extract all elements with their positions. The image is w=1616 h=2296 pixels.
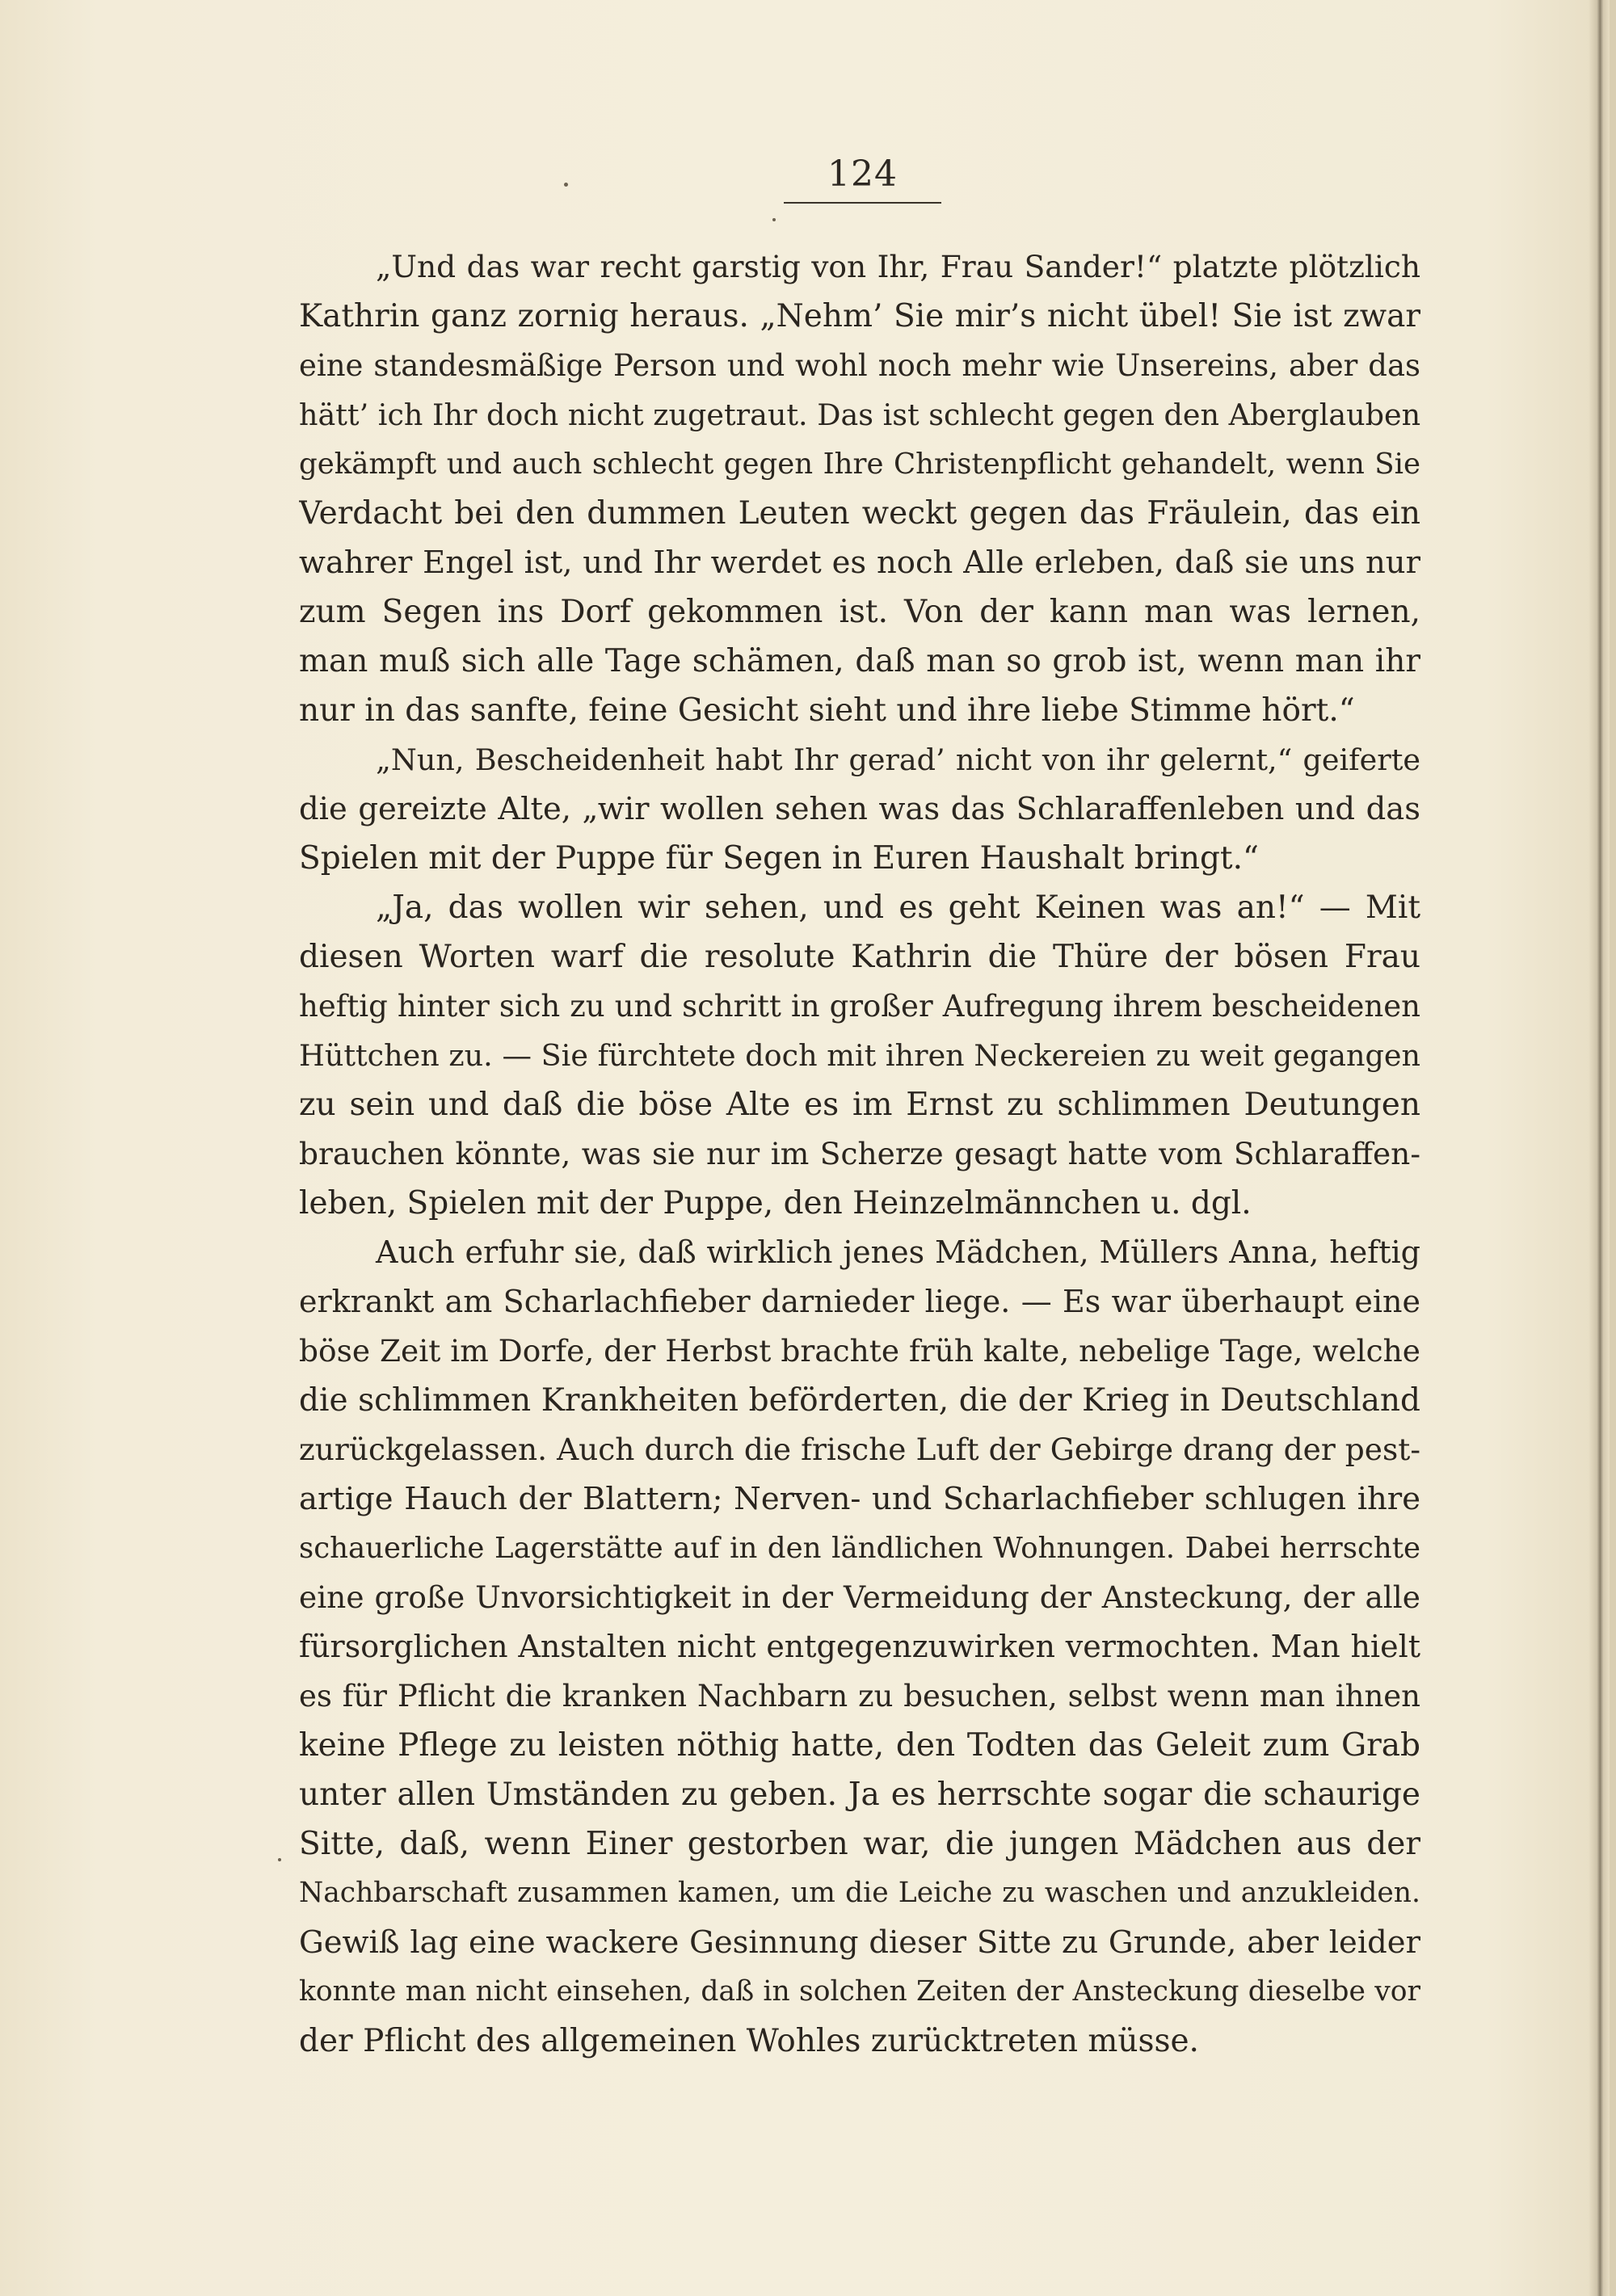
text-line: eine große Unvorsichtigkeit in der Vermeidung der Ansteckung, der alle [299, 1579, 1420, 1615]
paper-speck [564, 183, 568, 187]
text-line: Gewiß lag eine wackere Gesinnung dieser Sitte zu Grunde, aber leider [299, 1924, 1420, 1961]
text-line: erkrankt am Scharlachfieber darnieder liege. — Es war überhaupt eine [299, 1284, 1420, 1319]
body-text [299, 242, 1420, 2066]
text-line: diesen Worten warf die resolute Kathrin die Thüre der bösen Frau [299, 939, 1420, 975]
page-header [784, 153, 941, 204]
text-line: unter allen Umständen zu geben. Ja es herrschte sogar die schaurige [299, 1777, 1420, 1813]
text-line: gekämpft und auch schlecht gegen Ihre Christenpflicht gehandelt, wenn Sie [299, 448, 1420, 481]
paragraph [299, 883, 1420, 1228]
text-line: die schlimmen Krankheiten beförderten, die der Krieg in Deutschland [299, 1382, 1420, 1419]
text-line: Verdacht bei den dummen Leuten weckt gegen das Fräulein, das ein [299, 495, 1420, 532]
paragraph [299, 735, 1420, 883]
text-line: Kathrin ganz zornig heraus. „Nehm’ Sie mir’s nicht übel! Sie ist zwar [299, 298, 1420, 334]
page-edge-shadow [1589, 0, 1610, 2296]
text-line: hätt’ ich Ihr doch nicht zugetraut. Das ist schlecht gegen den Aberglauben [299, 397, 1420, 432]
text-line: zu sein und daß die böse Alte es im Ernst zu schlimmen Deutungen [299, 1087, 1420, 1123]
text-line: „Nun, Bescheidenheit habt Ihr gerad’ nicht von ihr gelernt,“ geiferte [376, 742, 1420, 777]
text-line: böse Zeit im Dorfe, der Herbst brachte früh kalte, nebelige Tage, welche [299, 1333, 1420, 1369]
text-line: es für Pflicht die kranken Nachbarn zu besuchen, selbst wenn man ihnen [299, 1679, 1420, 1714]
text-line: Nachbarschaft zusammen kamen, um die Leiche zu waschen und anzukleiden. [299, 1877, 1420, 1909]
text-line: keine Pflege zu leisten nöthig hatte, den Todten das Geleit zum Grab [299, 1727, 1420, 1764]
paper-speck [278, 1858, 281, 1861]
text-line: schauerliche Lagerstätte auf in den ländlichen Wohnungen. Dabei herrschte [299, 1532, 1420, 1565]
text-line: wahrer Engel ist, und Ihr werdet es noch Alle erleben, daß sie uns nur [299, 545, 1420, 581]
paragraph [299, 1228, 1420, 2066]
text-line: Auch erfuhr sie, daß wirklich jenes Mädchen, Müllers Anna, heftig [376, 1234, 1420, 1270]
page-number: 124 [827, 153, 898, 195]
paragraph [299, 242, 1420, 735]
page-edge [1610, 0, 1616, 2296]
text-line: zurückgelassen. Auch durch die frische Luft der Gebirge drang der pest- [299, 1432, 1420, 1467]
text-line: artige Hauch der Blattern; Nerven- und Scharlachfieber schlugen ihre [299, 1481, 1420, 1517]
text-line: der Pflicht des allgemeinen Wohles zurücktreten müsse. [299, 2023, 1199, 2059]
text-line: brauchen könnte, was sie nur im Scherze gesagt hatte vom Schlaraffen- [299, 1136, 1420, 1171]
paper-speck [772, 218, 776, 221]
text-line: „Und das war recht garstig von Ihr, Frau Sander!“ platzte plötzlich [376, 249, 1420, 284]
text-line: „Ja, das wollen wir sehen, und es geht Keinen was an!“ — Mit [376, 889, 1420, 926]
text-line: man muß sich alle Tage schämen, daß man so grob ist, wenn man ihr [299, 643, 1420, 679]
text-line: eine standesmäßige Person und wohl noch mehr wie Unsereins, aber das [299, 348, 1420, 383]
text-line: die gereizte Alte, „wir wollen sehen was das Schlaraffenleben und das [299, 791, 1420, 827]
text-line: Sitte, daß, wenn Einer gestorben war, die jungen Mädchen aus der [299, 1826, 1420, 1862]
text-line: konnte man nicht einsehen, daß in solchen Zeiten der Ansteckung dieselbe vor [299, 1975, 1420, 2008]
text-line: nur in das sanfte, feine Gesicht sieht und ihre liebe Stimme hört.“ [299, 692, 1355, 729]
header-rule [784, 202, 941, 204]
text-line: Spielen mit der Puppe für Segen in Euren Haushalt bringt.“ [299, 840, 1259, 877]
text-line: zum Segen ins Dorf gekommen ist. Von der kann man was lernen, [299, 594, 1420, 630]
text-line: heftig hinter sich zu und schritt in großer Aufregung ihrem bescheidenen [299, 989, 1420, 1024]
text-line: leben, Spielen mit der Puppe, den Heinzelmännchen u. dgl. [299, 1185, 1252, 1222]
text-line: fürsorglichen Anstalten nicht entgegenzuwirken vermochten. Man hielt [299, 1629, 1420, 1664]
text-line: Hüttchen zu. — Sie fürchtete doch mit ihren Neckereien zu weit gegangen [299, 1038, 1420, 1073]
